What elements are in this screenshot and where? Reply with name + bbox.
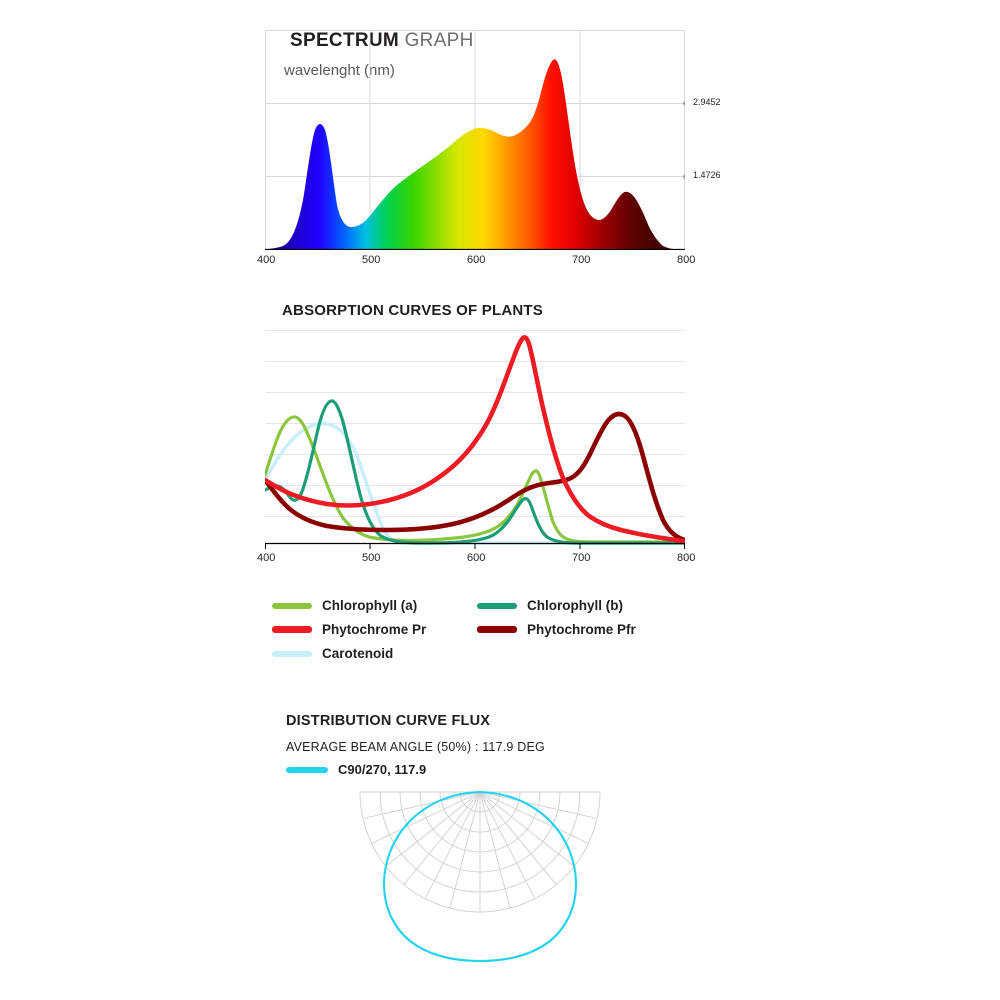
legend-item-carotenoid — [272, 646, 477, 661]
distribution-title: DISTRIBUTION CURVE FLUX — [286, 713, 491, 729]
distribution-curve-section — [0, 700, 1000, 1000]
legend-item-phytochrome-pfr — [477, 622, 682, 637]
legend-swatch-icon — [272, 603, 312, 609]
spectrum-graph-section — [0, 0, 1000, 290]
legend-label: Phytochrome Pfr — [527, 622, 636, 637]
distribution-subtitle: AVERAGE BEAM ANGLE (50%) : 117.9 DEG — [286, 740, 545, 754]
legend-item-chlorophyll-a — [272, 598, 477, 613]
legend-label: Chlorophyll (a) — [322, 598, 418, 613]
legend-swatch-icon — [477, 603, 517, 609]
spectrum-title-bold: SPECTRUM — [290, 30, 400, 51]
polar-grid-spokes — [360, 792, 600, 912]
curve-chlorophyll-a — [265, 417, 685, 542]
legend-item-phytochrome-pr — [272, 622, 477, 637]
legend-swatch-icon — [272, 626, 312, 633]
legend-swatch-icon — [286, 767, 328, 773]
legend-label: Carotenoid — [322, 646, 394, 661]
curve-phytochrome-pr — [265, 337, 685, 542]
spectrum-axis-caption: wavelenght (nm) — [284, 62, 395, 79]
spectrum-x-tick-4: 800 — [677, 254, 696, 266]
legend-swatch-icon — [477, 626, 517, 633]
distribution-legend — [286, 762, 426, 777]
spectrum-x-tick-1: 500 — [362, 254, 381, 266]
curve-chlorophyll-b — [265, 401, 685, 543]
absorption-x-tick-3: 700 — [572, 552, 591, 564]
legend-row — [272, 598, 702, 613]
absorption-x-tick-0: 400 — [257, 552, 276, 564]
spectrum-x-tick-0: 400 — [257, 254, 276, 266]
legend-label: Chlorophyll (b) — [527, 598, 623, 613]
absorption-x-tick-4: 800 — [677, 552, 696, 564]
legend-label: C90/270, 117.9 — [338, 762, 427, 777]
absorption-plot — [257, 330, 696, 564]
curve-phytochrome-pfr — [265, 414, 685, 540]
spectrum-y-tick-0: 2.9452 — [693, 97, 721, 107]
spectrum-title-light: GRAPH — [399, 30, 474, 51]
legend-row — [272, 646, 702, 661]
spectrum-plot — [257, 30, 721, 266]
absorption-svg — [265, 330, 685, 555]
spectrum-svg — [265, 30, 685, 250]
polar-distribution-plot — [270, 786, 690, 971]
legend-swatch-icon — [272, 651, 312, 657]
legend-label: Phytochrome Pr — [322, 622, 427, 637]
spectrum-x-tick-2: 600 — [467, 254, 486, 266]
spectrum-x-tick-3: 700 — [572, 254, 591, 266]
absorption-curves-section — [0, 290, 1000, 680]
spectrum-y-tick-1: 1.4726 — [693, 170, 721, 180]
absorption-legend — [272, 598, 702, 670]
polar-svg — [270, 786, 690, 971]
absorption-x-tick-2: 600 — [467, 552, 486, 564]
absorption-x-tick-1: 500 — [362, 552, 381, 564]
legend-item-chlorophyll-b — [477, 598, 682, 613]
absorption-title: ABSORPTION CURVES OF PLANTS — [282, 302, 543, 319]
legend-row — [272, 622, 702, 637]
